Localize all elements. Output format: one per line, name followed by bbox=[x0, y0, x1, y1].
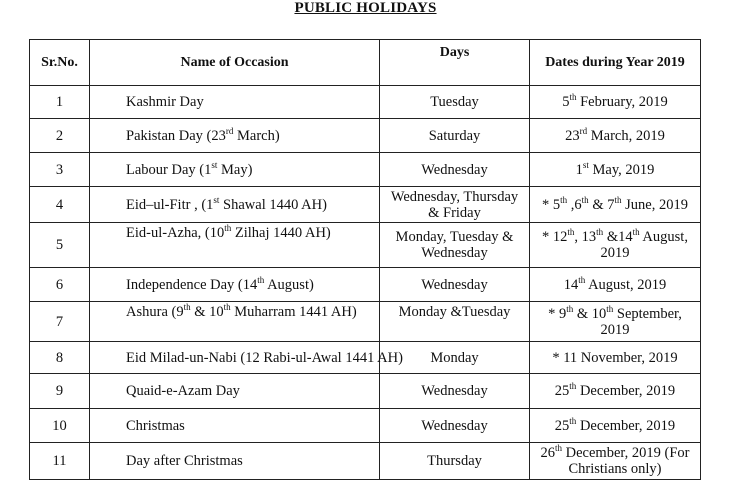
row-number: 9 bbox=[30, 374, 90, 409]
occasion-date: 5th February, 2019 bbox=[530, 86, 701, 119]
table-row bbox=[30, 443, 701, 480]
occasion-name: Independence Day (14th August) bbox=[90, 268, 380, 302]
occasion-days: Tuesday bbox=[380, 86, 530, 119]
table-row bbox=[30, 223, 701, 268]
header-sr-no: Sr.No. bbox=[30, 40, 90, 86]
row-number: 3 bbox=[30, 153, 90, 187]
row-number: 8 bbox=[30, 342, 90, 374]
occasion-name: Eid–ul-Fitr , (1st Shawal 1440 AH) bbox=[90, 187, 380, 223]
occasion-name: Kashmir Day bbox=[90, 86, 380, 119]
occasion-name: Christmas bbox=[90, 409, 380, 443]
occasion-days: Saturday bbox=[380, 119, 530, 153]
occasion-date: 14th August, 2019 bbox=[530, 268, 701, 302]
table-row bbox=[30, 187, 701, 223]
occasion-name: Eid Milad-un-Nabi (12 Rabi-ul-Awal 1441 AH) bbox=[90, 342, 380, 374]
row-number: 11 bbox=[30, 443, 90, 480]
occasion-date: 25th December, 2019 bbox=[530, 409, 701, 443]
table-row bbox=[30, 302, 701, 342]
row-number: 7 bbox=[30, 302, 90, 342]
occasion-days: Thursday bbox=[380, 443, 530, 480]
row-number: 4 bbox=[30, 187, 90, 223]
occasion-date: * 9th & 10th September, 2019 bbox=[530, 302, 701, 342]
table-row bbox=[30, 342, 701, 374]
table-row bbox=[30, 374, 701, 409]
occasion-date: 1st May, 2019 bbox=[530, 153, 701, 187]
document-title: PUBLIC HOLIDAYS bbox=[294, 0, 437, 16]
table-header-row bbox=[30, 40, 701, 86]
table-row bbox=[30, 268, 701, 302]
occasion-days: Monday &Tuesday bbox=[380, 302, 530, 342]
occasion-days: Wednesday bbox=[380, 153, 530, 187]
occasion-date: 23rd March, 2019 bbox=[530, 119, 701, 153]
header-days: Days bbox=[380, 40, 530, 86]
row-number: 5 bbox=[30, 223, 90, 268]
occasion-name: Day after Christmas bbox=[90, 443, 380, 480]
occasion-date: 26th December, 2019 (For Christians only) bbox=[530, 443, 701, 480]
row-number: 10 bbox=[30, 409, 90, 443]
header-dates: Dates during Year 2019 bbox=[530, 40, 701, 86]
occasion-name: Quaid-e-Azam Day bbox=[90, 374, 380, 409]
occasion-date: * 12th, 13th &14th August, 2019 bbox=[530, 223, 701, 268]
occasion-days: Wednesday bbox=[380, 374, 530, 409]
occasion-name: Labour Day (1st May) bbox=[90, 153, 380, 187]
row-number: 2 bbox=[30, 119, 90, 153]
occasion-days: Monday, Tuesday & Wednesday bbox=[380, 223, 530, 268]
table-row bbox=[30, 153, 701, 187]
occasion-date: * 11 November, 2019 bbox=[530, 342, 701, 374]
table-row bbox=[30, 119, 701, 153]
table-row bbox=[30, 409, 701, 443]
occasion-days: Wednesday bbox=[380, 409, 530, 443]
header-name-of-occasion: Name of Occasion bbox=[90, 40, 380, 86]
occasion-days: Monday bbox=[380, 342, 530, 374]
row-number: 1 bbox=[30, 86, 90, 119]
occasion-name: Eid-ul-Azha, (10th Zilhaj 1440 AH) bbox=[90, 223, 380, 268]
occasion-date: * 5th ,6th & 7th June, 2019 bbox=[530, 187, 701, 223]
row-number: 6 bbox=[30, 268, 90, 302]
occasion-days: Wednesday, Thursday & Friday bbox=[380, 187, 530, 223]
table-row bbox=[30, 86, 701, 119]
occasion-name: Pakistan Day (23rd March) bbox=[90, 119, 380, 153]
occasion-date: 25th December, 2019 bbox=[530, 374, 701, 409]
occasion-days: Wednesday bbox=[380, 268, 530, 302]
holidays-table bbox=[29, 39, 701, 480]
occasion-name: Ashura (9th & 10th Muharram 1441 AH) bbox=[90, 302, 380, 342]
